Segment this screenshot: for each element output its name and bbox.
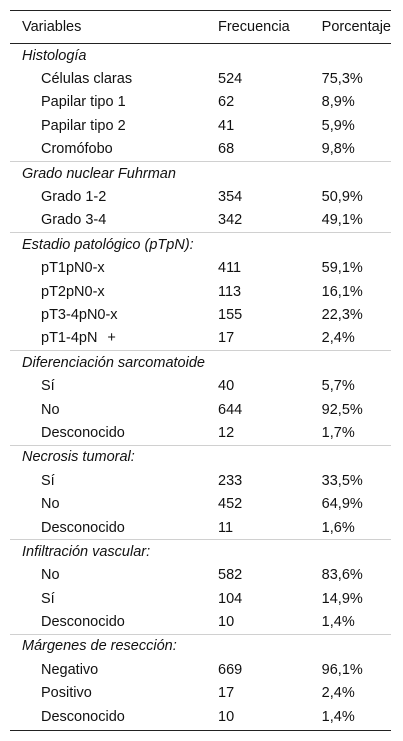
- row-label: Cromófobo: [41, 141, 113, 158]
- row-label: Negativo: [41, 661, 99, 678]
- frequency-cell: 10: [218, 705, 322, 731]
- row-label: pT1pN0-x: [41, 260, 105, 277]
- frequency-cell: 11: [218, 519, 234, 536]
- table-row: [10, 209, 391, 233]
- group-title: Histología: [22, 47, 87, 64]
- frequency-cell: 41: [218, 117, 235, 134]
- row-label-cell: [10, 374, 218, 397]
- header-frequency: Frecuencia: [218, 11, 322, 44]
- percent-cell: 22,3%: [321, 306, 363, 323]
- percent-cell: 1,4%: [321, 614, 355, 631]
- frequency-cell: 644: [218, 401, 243, 418]
- row-label: Papilar tipo 1: [41, 94, 126, 111]
- percent-cell: 59,1%: [321, 260, 363, 277]
- table-row: [10, 658, 391, 681]
- row-label-cell: [10, 469, 218, 492]
- table-row: [10, 185, 391, 208]
- frequency-cell: 12: [218, 424, 235, 441]
- row-label: Sí: [41, 378, 55, 395]
- group-row: [10, 44, 391, 68]
- row-label-cell: [10, 280, 218, 303]
- table-row: [10, 492, 391, 515]
- table-row: [10, 327, 391, 351]
- row-label-cell: [10, 516, 218, 540]
- row-label: pT3-4pN0-x: [41, 306, 118, 323]
- table-row: [10, 610, 391, 634]
- percent-cell: 33,5%: [321, 472, 363, 489]
- percent-cell: 83,6%: [321, 567, 363, 584]
- table-row: [10, 280, 391, 303]
- percent-cell: 2,4%: [321, 685, 355, 702]
- header-percent: Porcentaje: [322, 11, 391, 44]
- row-label-cell: [10, 257, 218, 280]
- table-row: [10, 114, 391, 137]
- frequency-cell: 452: [218, 496, 243, 513]
- row-label-cell: [10, 587, 218, 610]
- percent-cell: 5,7%: [321, 378, 355, 395]
- group-row: [10, 540, 391, 564]
- frequency-cell: 411: [218, 260, 242, 277]
- percent-cell: 96,1%: [321, 661, 363, 678]
- table-row: [10, 91, 391, 114]
- table-row: [10, 303, 391, 326]
- percent-cell: 14,9%: [321, 590, 363, 607]
- row-label: Papilar tipo 2: [41, 117, 126, 134]
- row-label-suffix: +: [107, 330, 116, 347]
- frequency-cell: 10: [218, 614, 235, 631]
- row-label-cell: [10, 327, 218, 351]
- row-label: Células claras: [41, 71, 133, 88]
- group-row: [10, 161, 391, 185]
- group-title: Infiltración vascular:: [10, 540, 391, 564]
- row-label: Desconocido: [41, 709, 125, 726]
- table-row: [10, 374, 391, 397]
- percent-cell: 50,9%: [321, 189, 363, 206]
- table-row: [10, 421, 391, 445]
- frequency-cell: 233: [218, 472, 243, 489]
- frequency-cell: 17: [218, 330, 235, 347]
- row-label-cell: [10, 421, 218, 445]
- percent-cell: 8,9%: [321, 94, 355, 111]
- row-label: Desconocido: [41, 519, 125, 536]
- group-row: [10, 351, 391, 375]
- frequency-cell: 113: [218, 283, 242, 300]
- frequency-cell: 62: [218, 94, 235, 111]
- percent-cell: 1,4%: [322, 705, 391, 731]
- row-label: pT1-4pN: [41, 330, 98, 347]
- row-label: Grado 3-4: [41, 212, 107, 229]
- percent-cell: 75,3%: [321, 71, 363, 88]
- row-label-cell: [10, 138, 218, 162]
- row-label: Positivo: [41, 685, 92, 702]
- frequency-cell: 669: [218, 661, 243, 678]
- table-row: [10, 587, 391, 610]
- row-label-cell: [10, 398, 218, 421]
- frequency-cell: 155: [218, 306, 243, 323]
- frequency-cell: 68: [218, 141, 235, 158]
- header-row: [10, 11, 391, 44]
- frequency-cell: 40: [218, 378, 235, 395]
- frequency-cell: 354: [218, 189, 243, 206]
- row-label: No: [41, 567, 60, 584]
- data-table: [10, 10, 391, 731]
- percent-cell: 5,9%: [321, 117, 355, 134]
- row-label-cell: [10, 114, 218, 137]
- percent-cell: 49,1%: [321, 212, 363, 229]
- row-label-cell: [10, 705, 218, 731]
- percent-cell: 64,9%: [321, 496, 363, 513]
- row-label: No: [41, 401, 60, 418]
- group-row: [10, 634, 391, 658]
- table-row: [10, 564, 391, 587]
- percent-cell: 16,1%: [321, 283, 363, 300]
- table-body: [10, 44, 391, 731]
- row-label: Desconocido: [41, 614, 125, 631]
- table-row: [10, 682, 391, 705]
- row-label-cell: [10, 658, 218, 681]
- frequency-cell: 582: [218, 567, 243, 584]
- row-label: Desconocido: [41, 424, 125, 441]
- table-row: [10, 398, 391, 421]
- row-label-cell: [10, 682, 218, 705]
- percent-cell: 2,4%: [321, 330, 355, 347]
- frequency-cell: 17: [218, 685, 235, 702]
- table-header: [10, 11, 391, 44]
- group-title: Grado nuclear Fuhrman: [10, 161, 391, 185]
- table-row: [10, 516, 391, 540]
- row-label-cell: [10, 492, 218, 515]
- percent-cell: 9,8%: [321, 141, 355, 158]
- row-label-cell: [10, 91, 218, 114]
- row-label-cell: [10, 564, 218, 587]
- group-title: Márgenes de resección:: [10, 634, 391, 658]
- row-label: Sí: [41, 472, 55, 489]
- table-row: [10, 138, 391, 162]
- row-label-cell: [10, 185, 218, 208]
- group-row: [10, 233, 391, 257]
- percent-cell: 1,6%: [321, 519, 355, 536]
- frequency-cell: 524: [218, 71, 243, 88]
- group-title: Estadio patológico (pTpN):: [10, 233, 391, 257]
- row-label: Sí: [41, 590, 55, 607]
- row-label: pT2pN0-x: [41, 283, 105, 300]
- percent-cell: 92,5%: [321, 401, 363, 418]
- group-title: Necrosis tumoral:: [10, 445, 391, 469]
- group-row: [10, 445, 391, 469]
- table-row: [10, 257, 391, 280]
- row-label-cell: [10, 303, 218, 326]
- table-row: [10, 469, 391, 492]
- percent-cell: 1,7%: [321, 424, 355, 441]
- frequency-cell: 342: [218, 212, 243, 229]
- row-label: Grado 1-2: [41, 189, 107, 206]
- table-row: [10, 67, 391, 90]
- row-label-cell: [10, 610, 218, 634]
- header-variables: Variables: [10, 11, 218, 44]
- frequency-cell: 104: [218, 590, 243, 607]
- table-row: [10, 705, 391, 731]
- row-label: No: [41, 496, 60, 513]
- group-title: Diferenciación sarcomatoide: [10, 351, 391, 375]
- row-label-cell: [10, 209, 218, 233]
- row-label-cell: [10, 67, 218, 90]
